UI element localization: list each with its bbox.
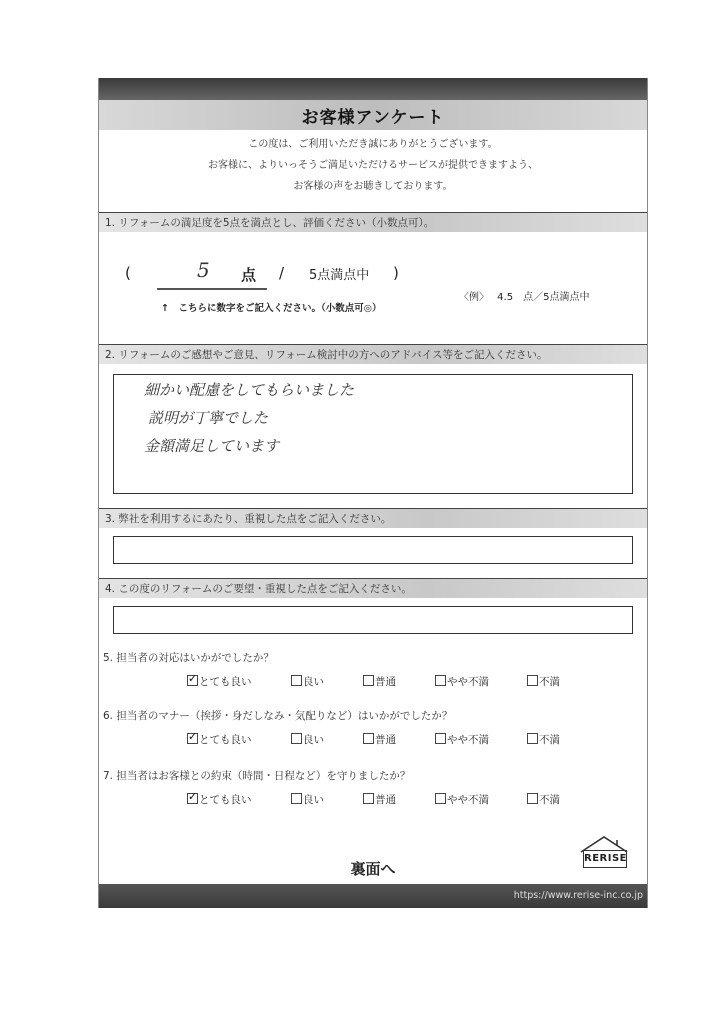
q7-option-very-good[interactable]: ✓とても良い bbox=[187, 792, 252, 807]
checkbox-icon bbox=[291, 675, 302, 686]
q5-option-dissatisfied[interactable]: 不満 bbox=[527, 674, 560, 689]
score-hint: ↑ こちらに数字をご記入ください。（小数点可◎） bbox=[161, 303, 382, 314]
close-paren: ) bbox=[393, 264, 399, 282]
q6-option-dissatisfied[interactable]: 不満 bbox=[527, 732, 560, 747]
checkbox-icon bbox=[435, 675, 446, 686]
footer-bar bbox=[99, 884, 647, 908]
advice-answer-box[interactable] bbox=[113, 374, 633, 494]
intro-line-3: お客様の声をお聴きしております。 bbox=[293, 181, 453, 192]
score-unit: 点 bbox=[241, 266, 257, 284]
max-score-text: 5点満点中 bbox=[309, 268, 370, 283]
question-5-options bbox=[187, 674, 587, 690]
question-6-options bbox=[187, 732, 587, 748]
q5-option-good[interactable]: 良い bbox=[291, 674, 324, 689]
checkbox-icon bbox=[363, 793, 374, 804]
survey-page bbox=[98, 78, 648, 908]
logo-text: RERISE bbox=[583, 850, 627, 868]
q7-option-average[interactable]: 普通 bbox=[363, 792, 396, 807]
request-answer-box[interactable] bbox=[113, 606, 633, 634]
header-bar bbox=[99, 78, 647, 102]
intro-text bbox=[99, 134, 647, 197]
checkbox-icon bbox=[435, 793, 446, 804]
checkbox-icon bbox=[363, 733, 374, 744]
question-2-label: 2. リフォームのご感想やご意見、リフォーム検討中の方へのアドバイス等をご記入ください。 bbox=[99, 344, 647, 364]
checkbox-icon bbox=[527, 675, 538, 686]
intro-line-1: この度は、ご利用いただき誠にありがとうございます。 bbox=[248, 139, 498, 150]
answer-line-3: 金額満足しています bbox=[144, 437, 280, 455]
q6-option-somewhat-dissatisfied[interactable]: やや不満 bbox=[435, 732, 489, 747]
answer-line-1: 細かい配慮をしてもらいました bbox=[144, 381, 355, 399]
question-7-label: 7. 担当者はお客様との約束（時間・日程など）を守りましたか？ bbox=[103, 770, 411, 782]
checkbox-checked-icon bbox=[187, 733, 198, 744]
checkbox-icon bbox=[291, 793, 302, 804]
question-1-label: 1. リフォームの満足度を5点を満点とし、評価ください（小数点可）。 bbox=[99, 212, 647, 232]
q6-option-very-good[interactable]: ✓とても良い bbox=[187, 732, 252, 747]
checkbox-checked-icon bbox=[187, 793, 198, 804]
checkbox-icon bbox=[435, 733, 446, 744]
checkbox-icon bbox=[527, 793, 538, 804]
q5-option-somewhat-dissatisfied[interactable]: やや不満 bbox=[435, 674, 489, 689]
score-example: 〈例〉 4.5 点／5点満点中 bbox=[459, 292, 590, 303]
q5-option-average[interactable]: 普通 bbox=[363, 674, 396, 689]
next-page-label: 裏面へ bbox=[350, 860, 396, 878]
q6-option-good[interactable]: 良い bbox=[291, 732, 324, 747]
company-url[interactable]: https://www.rerise-inc.co.jp bbox=[513, 890, 643, 901]
question-6-label: 6. 担当者のマナー（挨拶・身だしなみ・気配りなど）はいかがでしたか？ bbox=[103, 710, 453, 722]
score-value[interactable]: 5 bbox=[197, 258, 210, 282]
checkbox-icon bbox=[363, 675, 374, 686]
checkbox-checked-icon bbox=[187, 675, 198, 686]
q7-option-good[interactable]: 良い bbox=[291, 792, 324, 807]
open-paren: ( bbox=[125, 264, 131, 282]
checkbox-icon bbox=[527, 733, 538, 744]
q7-option-somewhat-dissatisfied[interactable]: やや不満 bbox=[435, 792, 489, 807]
q6-option-average[interactable]: 普通 bbox=[363, 732, 396, 747]
page-title: お客様アンケート bbox=[301, 107, 445, 128]
q5-option-very-good[interactable]: ✓とても良い bbox=[187, 674, 252, 689]
checkbox-icon bbox=[291, 733, 302, 744]
question-5-label: 5. 担当者の対応はいかがでしたか？ bbox=[103, 652, 274, 664]
slash: / bbox=[279, 264, 285, 282]
title-bar bbox=[99, 100, 647, 130]
intro-line-2: お客様に、よりいっそうご満足いただけるサービスが提供できますよう、 bbox=[208, 160, 538, 171]
question-7-options bbox=[187, 792, 587, 808]
question-4-label: 4. この度のリフォームのご要望・重視した点をご記入ください。 bbox=[99, 578, 647, 598]
priority-answer-box[interactable] bbox=[113, 536, 633, 564]
score-underline bbox=[157, 288, 267, 290]
question-3-label: 3. 弊社を利用するにあたり、重視した点をご記入ください。 bbox=[99, 508, 647, 528]
answer-line-2: 説明が丁寧でした bbox=[148, 409, 269, 427]
q7-option-dissatisfied[interactable]: 不満 bbox=[527, 792, 560, 807]
